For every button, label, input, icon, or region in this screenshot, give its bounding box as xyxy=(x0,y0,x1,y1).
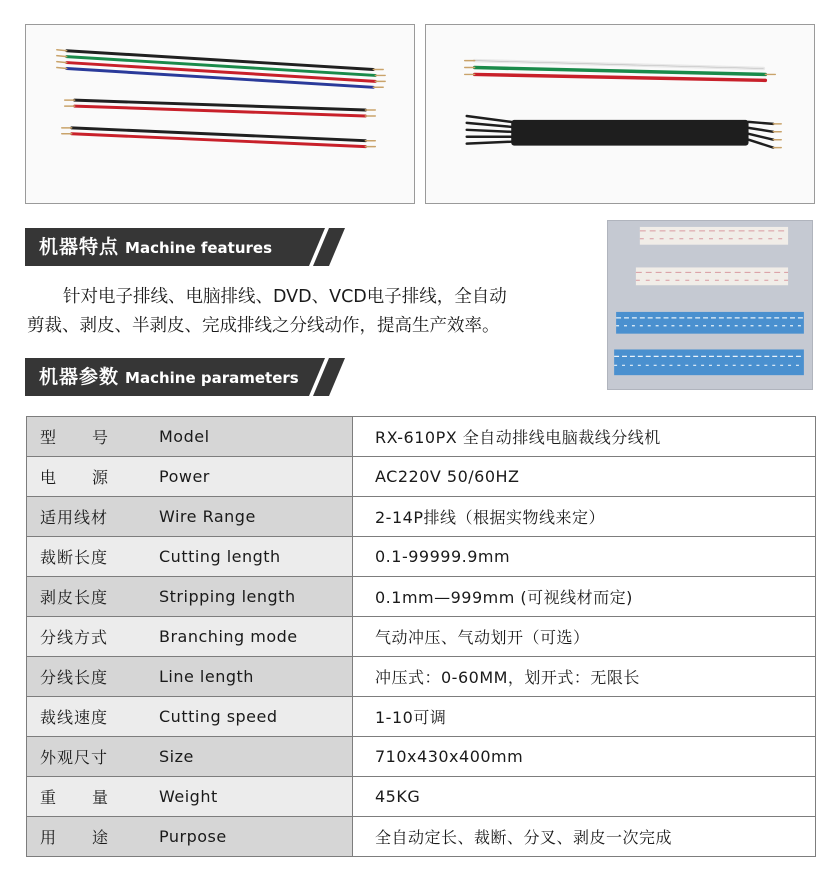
param-value: 45KG xyxy=(375,787,421,806)
table-row xyxy=(27,537,816,577)
param-value: 1-10可调 xyxy=(375,708,447,727)
param-label-zh: 重量 xyxy=(40,788,145,807)
param-value-cell xyxy=(353,417,816,457)
features-line-1: 针对电子排线、电脑排线、DVD、VCD电子排线，全自动 xyxy=(63,287,507,307)
param-label-zh: 电源 xyxy=(40,468,145,487)
section-title-zh: 机器参数 xyxy=(39,366,120,388)
param-label-cell xyxy=(27,737,353,777)
param-value-cell xyxy=(353,577,816,617)
param-label-zh: 剥皮长度 xyxy=(40,588,109,607)
param-label-zh: 裁断长度 xyxy=(40,548,109,567)
param-value: RX-610PX 全自动排线电脑裁线分线机 xyxy=(375,428,661,447)
param-label-cell xyxy=(27,497,353,537)
param-label-zh: 裁线速度 xyxy=(40,708,109,727)
param-label-cell xyxy=(27,617,353,657)
split-wires-illustration xyxy=(426,25,814,203)
param-label-en: Stripping length xyxy=(159,587,296,606)
table-row xyxy=(27,777,816,817)
table-row xyxy=(27,497,816,537)
table-row xyxy=(27,657,816,697)
param-label-en: Purpose xyxy=(159,827,227,846)
param-value: 全自动定长、裁断、分叉、剥皮一次完成 xyxy=(375,828,673,847)
param-value-cell xyxy=(353,537,816,577)
param-label-zh: 用途 xyxy=(40,828,145,847)
param-label-cell xyxy=(27,657,353,697)
param-label-en: Weight xyxy=(159,787,218,806)
ribbon-cables-illustration xyxy=(608,221,812,389)
table-row xyxy=(27,457,816,497)
param-value: 冲压式：0-60MM，划开式：无限长 xyxy=(375,668,640,687)
param-value: 710x430x400mm xyxy=(375,747,524,766)
param-value-cell xyxy=(353,737,816,777)
param-label-zh: 外观尺寸 xyxy=(40,748,109,767)
table-row xyxy=(27,697,816,737)
parameters-table xyxy=(26,416,816,857)
param-value: AC220V 50/60HZ xyxy=(375,467,520,486)
param-value-cell xyxy=(353,777,816,817)
param-label-en: Cutting speed xyxy=(159,707,278,726)
param-label-en: Power xyxy=(159,467,210,486)
param-value: 2-14P排线（根据实物线来定） xyxy=(375,508,605,527)
section-title-en: Machine features xyxy=(125,239,273,257)
param-value-cell xyxy=(353,817,816,857)
product-photo-split-wires xyxy=(425,24,815,204)
param-value-cell xyxy=(353,457,816,497)
param-label-cell xyxy=(27,537,353,577)
param-label-en: Size xyxy=(159,747,194,766)
param-value: 0.1mm—999mm (可视线材而定) xyxy=(375,588,633,607)
param-label-en: Branching mode xyxy=(159,627,298,646)
section-header-parameters xyxy=(25,358,347,396)
param-label-en: Line length xyxy=(159,667,254,686)
param-label-en: Wire Range xyxy=(159,507,256,526)
product-photo-wire-sets xyxy=(25,24,415,204)
param-label-zh: 分线方式 xyxy=(40,628,109,647)
param-value-cell xyxy=(353,657,816,697)
param-label-cell xyxy=(27,417,353,457)
param-label-en: Model xyxy=(159,427,210,446)
param-label-cell xyxy=(27,777,353,817)
param-value-cell xyxy=(353,497,816,537)
table-row xyxy=(27,817,816,857)
features-description xyxy=(27,283,597,341)
section-title xyxy=(39,228,272,266)
param-value: 0.1-99999.9mm xyxy=(375,547,511,566)
param-label-en: Cutting length xyxy=(159,547,281,566)
param-value-cell xyxy=(353,617,816,657)
table-row xyxy=(27,737,816,777)
section-title xyxy=(39,358,299,396)
param-label-cell xyxy=(27,457,353,497)
param-value-cell xyxy=(353,697,816,737)
param-label-cell xyxy=(27,577,353,617)
table-row xyxy=(27,577,816,617)
param-value: 气动冲压、气动划开（可选） xyxy=(375,628,590,647)
features-line-2: 剪裁、剥皮、半剥皮、完成排线之分线动作，提高生产效率。 xyxy=(27,316,500,336)
section-title-zh: 机器特点 xyxy=(39,236,120,258)
parameters-table-body xyxy=(27,417,816,857)
param-label-zh: 分线长度 xyxy=(40,668,109,687)
section-header-features xyxy=(25,228,347,266)
table-row xyxy=(27,417,816,457)
param-label-cell xyxy=(27,697,353,737)
param-label-zh: 型号 xyxy=(40,428,145,447)
param-label-zh: 适用线材 xyxy=(40,508,109,527)
table-row xyxy=(27,617,816,657)
section-title-en: Machine parameters xyxy=(125,369,299,387)
wire-sets-illustration xyxy=(26,25,414,203)
param-label-cell xyxy=(27,817,353,857)
product-photo-ribbon-cables xyxy=(607,220,813,390)
